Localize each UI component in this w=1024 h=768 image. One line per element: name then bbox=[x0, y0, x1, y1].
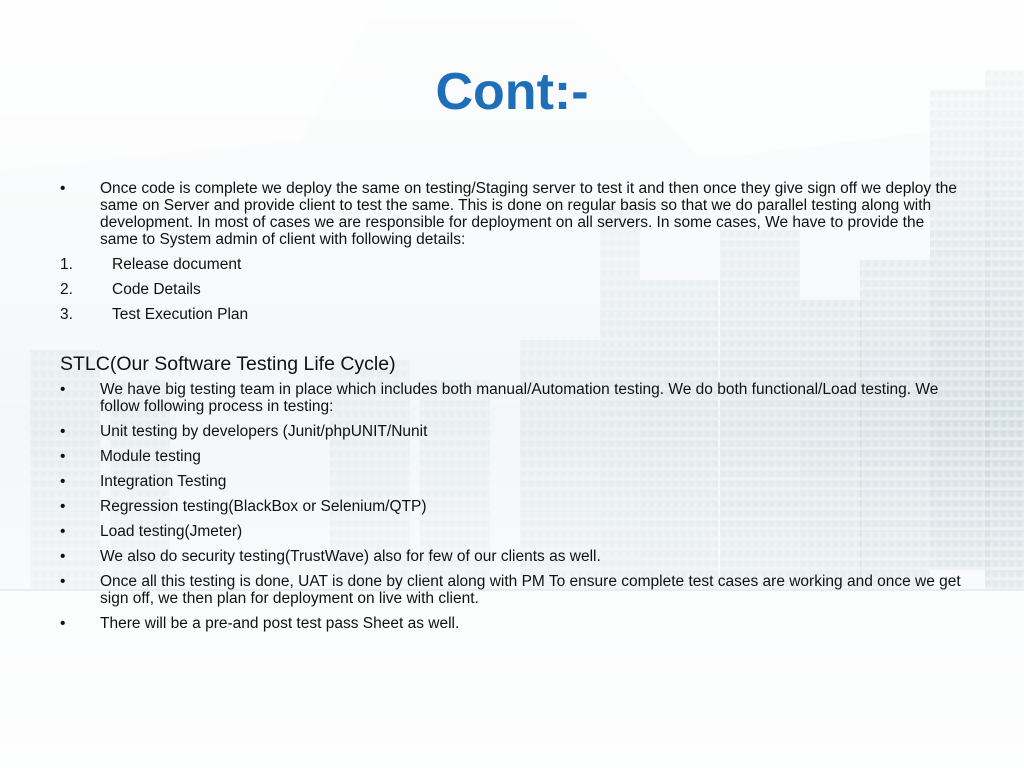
bullet-text: Integration Testing bbox=[100, 473, 227, 490]
bullet-marker: • bbox=[60, 473, 66, 490]
item-number: 2. bbox=[60, 281, 73, 298]
bullet-text: We have big testing team in place which includes both manual/Automation testing. We do both functional/Load testing. We follow following process in testing: bbox=[100, 381, 939, 415]
bullet-item bbox=[60, 473, 965, 490]
bullet-text: Once all this testing is done, UAT is done by client along with PM To ensure complete test cases are working and once we get sign off, we then plan for deployment on live with client. bbox=[100, 573, 961, 607]
bullet-item bbox=[60, 498, 965, 515]
bullet-item bbox=[60, 381, 965, 415]
slide-title: Cont:- bbox=[435, 63, 589, 121]
item-text: Test Execution Plan bbox=[112, 306, 249, 323]
item-number: 1. bbox=[60, 256, 73, 273]
bullet-marker: • bbox=[60, 381, 66, 398]
slide-content bbox=[60, 180, 965, 640]
bullet-marker: • bbox=[60, 448, 66, 465]
intro-text: Once code is complete we deploy the same on testing/Staging server to test it and then once they give sign off we deploy the same on Server and provide client to test the same. This is done on regular basis so that we do parallel testing along with development. In most of cases we are responsible for deployment on all servers. In some cases, We have to provide the same to System admin of client with following details: bbox=[100, 180, 958, 248]
numbered-item bbox=[60, 306, 965, 323]
bullet-item bbox=[60, 423, 965, 440]
numbered-item bbox=[60, 281, 965, 298]
bullet-item bbox=[60, 573, 965, 607]
bullet-marker: • bbox=[60, 615, 66, 632]
bullet-item bbox=[60, 615, 965, 632]
item-text: Code Details bbox=[112, 281, 201, 298]
bullet-marker: • bbox=[60, 573, 66, 590]
bullet-text: Load testing(Jmeter) bbox=[100, 523, 243, 540]
stlc-heading: STLC(Our Software Testing Life Cycle) bbox=[60, 353, 396, 375]
numbered-item bbox=[60, 256, 965, 273]
bullet-text: Regression testing(BlackBox or Selenium/QTP) bbox=[100, 498, 427, 515]
intro-bullet bbox=[60, 180, 965, 248]
bullet-marker: • bbox=[60, 180, 66, 197]
bullet-marker: • bbox=[60, 498, 66, 515]
item-text: Release document bbox=[112, 256, 242, 273]
item-number: 3. bbox=[60, 306, 73, 323]
bullet-text: Unit testing by developers (Junit/phpUNIT/Nunit bbox=[100, 423, 428, 440]
bullet-marker: • bbox=[60, 523, 66, 540]
bullet-item bbox=[60, 448, 965, 465]
bullet-text: We also do security testing(TrustWave) also for few of our clients as well. bbox=[100, 548, 601, 565]
bullet-marker: • bbox=[60, 423, 66, 440]
bullet-text: Module testing bbox=[100, 448, 201, 465]
bullet-item bbox=[60, 523, 965, 540]
bullet-marker: • bbox=[60, 548, 66, 565]
bullet-text: There will be a pre-and post test pass Sheet as well. bbox=[100, 615, 460, 632]
bullet-item bbox=[60, 548, 965, 565]
